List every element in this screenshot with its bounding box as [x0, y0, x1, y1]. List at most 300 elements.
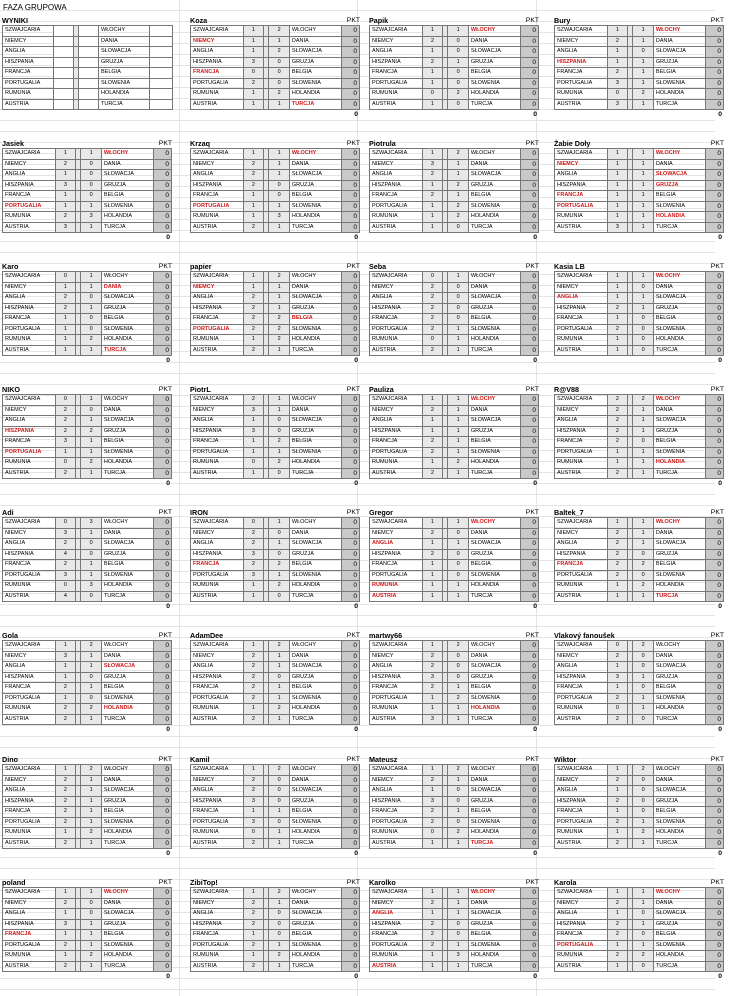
home-score-cell[interactable]: 1 [55, 314, 76, 325]
home-score-cell[interactable]: 2 [243, 303, 264, 314]
away-score-cell[interactable]: 0 [448, 528, 469, 539]
home-score-cell[interactable]: 3 [422, 159, 443, 170]
away-score-cell[interactable]: 1 [448, 704, 469, 715]
away-score-cell[interactable]: 2 [81, 951, 102, 962]
home-score-cell[interactable]: 1 [607, 282, 628, 293]
home-score-cell[interactable]: 2 [607, 324, 628, 335]
away-score-cell[interactable]: 2 [633, 395, 654, 406]
home-score-cell[interactable]: 2 [243, 909, 264, 920]
away-score-cell[interactable]: 1 [633, 898, 654, 909]
home-score-cell[interactable]: 0 [422, 828, 443, 839]
away-score-cell[interactable]: 0 [448, 672, 469, 683]
away-score-cell[interactable]: 2 [269, 641, 290, 652]
away-score-cell[interactable] [79, 99, 99, 110]
away-score-cell[interactable]: 1 [448, 437, 469, 448]
away-score-cell[interactable]: 2 [448, 89, 469, 100]
home-score-cell[interactable]: 1 [607, 888, 628, 899]
away-score-cell[interactable]: 0 [269, 796, 290, 807]
away-score-cell[interactable]: 1 [269, 282, 290, 293]
home-score-cell[interactable]: 0 [55, 581, 76, 592]
home-score-cell[interactable]: 2 [607, 570, 628, 581]
home-score-cell[interactable]: 1 [422, 395, 443, 406]
away-score-cell[interactable]: 0 [81, 693, 102, 704]
away-score-cell[interactable]: 1 [448, 324, 469, 335]
away-score-cell[interactable]: 0 [269, 786, 290, 797]
away-score-cell[interactable]: 1 [633, 447, 654, 458]
home-score-cell[interactable]: 2 [243, 180, 264, 191]
home-score-cell[interactable]: 1 [243, 282, 264, 293]
away-score-cell[interactable]: 1 [269, 159, 290, 170]
away-score-cell[interactable]: 1 [633, 180, 654, 191]
home-score-cell[interactable]: 1 [422, 838, 443, 849]
home-score-cell[interactable]: 2 [422, 549, 443, 560]
away-score-cell[interactable] [79, 47, 99, 58]
away-score-cell[interactable]: 2 [448, 693, 469, 704]
away-score-cell[interactable] [79, 26, 99, 37]
away-score-cell[interactable]: 0 [633, 549, 654, 560]
home-score-cell[interactable]: 2 [55, 560, 76, 571]
away-score-cell[interactable]: 1 [81, 940, 102, 951]
home-score-cell[interactable]: 1 [607, 180, 628, 191]
away-score-cell[interactable]: 1 [633, 191, 654, 202]
away-score-cell[interactable]: 1 [448, 683, 469, 694]
home-score-cell[interactable]: 2 [607, 539, 628, 550]
away-score-cell[interactable]: 1 [81, 437, 102, 448]
home-score-cell[interactable]: 2 [243, 693, 264, 704]
home-score-cell[interactable]: 0 [243, 518, 264, 529]
home-score-cell[interactable]: 2 [55, 303, 76, 314]
away-score-cell[interactable]: 1 [269, 345, 290, 356]
home-score-cell[interactable]: 3 [243, 57, 264, 68]
home-score-cell[interactable]: 1 [55, 191, 76, 202]
home-score-cell[interactable]: 2 [243, 560, 264, 571]
home-score-cell[interactable]: 2 [55, 293, 76, 304]
away-score-cell[interactable]: 1 [269, 170, 290, 181]
home-score-cell[interactable] [54, 78, 74, 89]
home-score-cell[interactable]: 1 [607, 807, 628, 818]
home-score-cell[interactable]: 2 [607, 437, 628, 448]
away-score-cell[interactable]: 1 [269, 222, 290, 233]
away-score-cell[interactable]: 0 [448, 99, 469, 110]
home-score-cell[interactable]: 1 [422, 458, 443, 469]
home-score-cell[interactable]: 1 [607, 170, 628, 181]
away-score-cell[interactable]: 0 [448, 293, 469, 304]
home-score-cell[interactable]: 0 [55, 395, 76, 406]
home-score-cell[interactable]: 2 [607, 528, 628, 539]
home-score-cell[interactable]: 1 [607, 591, 628, 602]
home-score-cell[interactable]: 2 [422, 898, 443, 909]
home-score-cell[interactable]: 1 [607, 940, 628, 951]
home-score-cell[interactable]: 1 [243, 89, 264, 100]
home-score-cell[interactable]: 2 [607, 68, 628, 79]
home-score-cell[interactable]: 1 [422, 570, 443, 581]
home-score-cell[interactable]: 1 [55, 149, 76, 160]
home-score-cell[interactable]: 1 [55, 201, 76, 212]
home-score-cell[interactable]: 1 [607, 683, 628, 694]
home-score-cell[interactable]: 1 [607, 765, 628, 776]
home-score-cell[interactable]: 1 [607, 662, 628, 673]
home-score-cell[interactable]: 1 [422, 704, 443, 715]
away-score-cell[interactable]: 0 [448, 78, 469, 89]
away-score-cell[interactable]: 0 [633, 786, 654, 797]
away-score-cell[interactable]: 0 [269, 528, 290, 539]
home-score-cell[interactable]: 2 [422, 293, 443, 304]
away-score-cell[interactable]: 0 [81, 324, 102, 335]
home-score-cell[interactable]: 1 [607, 293, 628, 304]
home-score-cell[interactable]: 1 [422, 581, 443, 592]
home-score-cell[interactable]: 2 [422, 314, 443, 325]
away-score-cell[interactable]: 1 [81, 447, 102, 458]
home-score-cell[interactable]: 2 [243, 170, 264, 181]
away-score-cell[interactable]: 1 [448, 838, 469, 849]
home-score-cell[interactable]: 1 [422, 693, 443, 704]
home-score-cell[interactable]: 3 [243, 796, 264, 807]
away-score-cell[interactable]: 1 [448, 898, 469, 909]
away-score-cell[interactable]: 1 [633, 817, 654, 828]
away-score-cell[interactable]: 1 [269, 36, 290, 47]
away-score-cell[interactable]: 1 [81, 395, 102, 406]
home-score-cell[interactable]: 1 [607, 909, 628, 920]
home-score-cell[interactable]: 2 [422, 324, 443, 335]
home-score-cell[interactable]: 1 [422, 909, 443, 920]
home-score-cell[interactable]: 1 [607, 149, 628, 160]
away-score-cell[interactable]: 0 [633, 345, 654, 356]
home-score-cell[interactable]: 2 [55, 961, 76, 972]
home-score-cell[interactable]: 2 [55, 714, 76, 725]
home-score-cell[interactable]: 1 [55, 909, 76, 920]
away-score-cell[interactable]: 2 [81, 426, 102, 437]
home-score-cell[interactable]: 2 [55, 212, 76, 223]
away-score-cell[interactable]: 0 [633, 662, 654, 673]
home-score-cell[interactable]: 2 [607, 714, 628, 725]
home-score-cell[interactable]: 0 [607, 704, 628, 715]
away-score-cell[interactable]: 1 [633, 78, 654, 89]
home-score-cell[interactable]: 1 [607, 26, 628, 37]
away-score-cell[interactable]: 0 [81, 191, 102, 202]
away-score-cell[interactable]: 1 [448, 170, 469, 181]
home-score-cell[interactable]: 1 [243, 765, 264, 776]
away-score-cell[interactable]: 1 [81, 416, 102, 427]
home-score-cell[interactable] [54, 89, 74, 100]
home-score-cell[interactable]: 1 [607, 458, 628, 469]
home-score-cell[interactable]: 2 [243, 159, 264, 170]
home-score-cell[interactable] [54, 57, 74, 68]
home-score-cell[interactable]: 3 [422, 796, 443, 807]
away-score-cell[interactable]: 0 [448, 282, 469, 293]
home-score-cell[interactable]: 3 [243, 426, 264, 437]
away-score-cell[interactable]: 2 [633, 641, 654, 652]
home-score-cell[interactable]: 3 [55, 651, 76, 662]
home-score-cell[interactable]: 2 [607, 796, 628, 807]
home-score-cell[interactable]: 1 [243, 26, 264, 37]
home-score-cell[interactable]: 1 [243, 36, 264, 47]
away-score-cell[interactable]: 0 [448, 651, 469, 662]
home-score-cell[interactable]: 2 [243, 672, 264, 683]
home-score-cell[interactable]: 1 [422, 560, 443, 571]
away-score-cell[interactable]: 1 [81, 272, 102, 283]
away-score-cell[interactable]: 0 [81, 549, 102, 560]
away-score-cell[interactable]: 1 [81, 149, 102, 160]
home-score-cell[interactable]: 2 [243, 775, 264, 786]
away-score-cell[interactable]: 1 [448, 416, 469, 427]
away-score-cell[interactable]: 1 [633, 68, 654, 79]
away-score-cell[interactable]: 1 [633, 426, 654, 437]
home-score-cell[interactable]: 1 [422, 426, 443, 437]
away-score-cell[interactable]: 1 [269, 693, 290, 704]
home-score-cell[interactable]: 1 [243, 47, 264, 58]
away-score-cell[interactable]: 1 [633, 591, 654, 602]
home-score-cell[interactable]: 2 [243, 786, 264, 797]
home-score-cell[interactable]: 1 [607, 201, 628, 212]
home-score-cell[interactable]: 2 [243, 898, 264, 909]
away-score-cell[interactable]: 1 [448, 191, 469, 202]
home-score-cell[interactable]: 2 [422, 940, 443, 951]
home-score-cell[interactable]: 2 [607, 549, 628, 560]
away-score-cell[interactable]: 1 [269, 518, 290, 529]
away-score-cell[interactable]: 1 [633, 303, 654, 314]
home-score-cell[interactable]: 1 [422, 180, 443, 191]
away-score-cell[interactable]: 2 [269, 324, 290, 335]
away-score-cell[interactable]: 0 [448, 314, 469, 325]
away-score-cell[interactable]: 1 [633, 293, 654, 304]
home-score-cell[interactable]: 2 [422, 930, 443, 941]
away-score-cell[interactable]: 2 [269, 437, 290, 448]
away-score-cell[interactable]: 1 [81, 651, 102, 662]
home-score-cell[interactable]: 2 [243, 222, 264, 233]
away-score-cell[interactable]: 1 [633, 272, 654, 283]
home-score-cell[interactable]: 2 [607, 693, 628, 704]
home-score-cell[interactable] [54, 68, 74, 79]
away-score-cell[interactable]: 0 [81, 293, 102, 304]
home-score-cell[interactable]: 2 [422, 662, 443, 673]
home-score-cell[interactable]: 2 [243, 314, 264, 325]
home-score-cell[interactable]: 2 [243, 961, 264, 972]
away-score-cell[interactable]: 1 [633, 201, 654, 212]
home-score-cell[interactable]: 2 [422, 303, 443, 314]
home-score-cell[interactable]: 2 [607, 405, 628, 416]
away-score-cell[interactable]: 2 [269, 951, 290, 962]
home-score-cell[interactable]: 2 [422, 170, 443, 181]
away-score-cell[interactable]: 1 [269, 940, 290, 951]
away-score-cell[interactable]: 1 [633, 693, 654, 704]
home-score-cell[interactable]: 0 [243, 828, 264, 839]
home-score-cell[interactable]: 2 [55, 898, 76, 909]
home-score-cell[interactable]: 1 [243, 447, 264, 458]
away-score-cell[interactable]: 0 [81, 180, 102, 191]
away-score-cell[interactable]: 1 [448, 447, 469, 458]
away-score-cell[interactable]: 2 [269, 888, 290, 899]
away-score-cell[interactable]: 1 [81, 807, 102, 818]
home-score-cell[interactable]: 1 [243, 888, 264, 899]
away-score-cell[interactable]: 0 [633, 282, 654, 293]
away-score-cell[interactable]: 1 [81, 222, 102, 233]
away-score-cell[interactable]: 1 [448, 714, 469, 725]
away-score-cell[interactable]: 3 [448, 951, 469, 962]
home-score-cell[interactable]: 2 [422, 345, 443, 356]
away-score-cell[interactable]: 2 [633, 560, 654, 571]
away-score-cell[interactable]: 1 [269, 828, 290, 839]
away-score-cell[interactable]: 1 [81, 345, 102, 356]
away-score-cell[interactable]: 1 [633, 26, 654, 37]
away-score-cell[interactable]: 1 [81, 786, 102, 797]
home-score-cell[interactable]: 2 [55, 796, 76, 807]
away-score-cell[interactable] [79, 89, 99, 100]
home-score-cell[interactable]: 1 [422, 99, 443, 110]
away-score-cell[interactable]: 1 [448, 518, 469, 529]
away-score-cell[interactable]: 1 [81, 838, 102, 849]
home-score-cell[interactable]: 2 [607, 303, 628, 314]
away-score-cell[interactable]: 1 [633, 838, 654, 849]
away-score-cell[interactable]: 1 [448, 581, 469, 592]
home-score-cell[interactable]: 2 [607, 898, 628, 909]
home-score-cell[interactable]: 1 [243, 581, 264, 592]
home-score-cell[interactable]: 1 [243, 591, 264, 602]
home-score-cell[interactable] [54, 26, 74, 37]
away-score-cell[interactable]: 1 [633, 539, 654, 550]
home-score-cell[interactable]: 2 [243, 683, 264, 694]
away-score-cell[interactable]: 1 [633, 518, 654, 529]
away-score-cell[interactable]: 2 [81, 828, 102, 839]
away-score-cell[interactable]: 0 [633, 714, 654, 725]
home-score-cell[interactable]: 2 [607, 919, 628, 930]
away-score-cell[interactable]: 1 [269, 662, 290, 673]
away-score-cell[interactable]: 1 [269, 447, 290, 458]
away-score-cell[interactable]: 2 [81, 641, 102, 652]
home-score-cell[interactable]: 1 [607, 314, 628, 325]
away-score-cell[interactable]: 1 [448, 26, 469, 37]
home-score-cell[interactable]: 2 [55, 786, 76, 797]
away-score-cell[interactable]: 0 [448, 817, 469, 828]
home-score-cell[interactable]: 2 [607, 930, 628, 941]
away-score-cell[interactable]: 2 [448, 212, 469, 223]
away-score-cell[interactable] [79, 78, 99, 89]
away-score-cell[interactable]: 0 [269, 426, 290, 437]
away-score-cell[interactable]: 2 [633, 581, 654, 592]
home-score-cell[interactable]: 0 [607, 641, 628, 652]
home-score-cell[interactable]: 1 [243, 807, 264, 818]
home-score-cell[interactable]: 2 [607, 416, 628, 427]
away-score-cell[interactable]: 0 [448, 36, 469, 47]
home-score-cell[interactable]: 1 [55, 324, 76, 335]
home-score-cell[interactable]: 1 [55, 828, 76, 839]
away-score-cell[interactable]: 2 [81, 335, 102, 346]
away-score-cell[interactable]: 0 [269, 909, 290, 920]
home-score-cell[interactable]: 2 [422, 683, 443, 694]
home-score-cell[interactable]: 2 [607, 468, 628, 479]
home-score-cell[interactable]: 2 [55, 704, 76, 715]
home-score-cell[interactable]: 2 [422, 807, 443, 818]
home-score-cell[interactable]: 1 [607, 961, 628, 972]
home-score-cell[interactable]: 1 [422, 222, 443, 233]
away-score-cell[interactable]: 3 [269, 212, 290, 223]
away-score-cell[interactable]: 0 [269, 416, 290, 427]
away-score-cell[interactable]: 1 [448, 539, 469, 550]
away-score-cell[interactable]: 1 [448, 405, 469, 416]
home-score-cell[interactable]: 1 [422, 951, 443, 962]
home-score-cell[interactable]: 1 [243, 99, 264, 110]
away-score-cell[interactable]: 1 [81, 201, 102, 212]
away-score-cell[interactable]: 1 [269, 149, 290, 160]
away-score-cell[interactable]: 1 [448, 888, 469, 899]
away-score-cell[interactable]: 1 [633, 888, 654, 899]
away-score-cell[interactable]: 0 [81, 159, 102, 170]
away-score-cell[interactable]: 1 [633, 170, 654, 181]
away-score-cell[interactable]: 1 [269, 395, 290, 406]
home-score-cell[interactable]: 2 [422, 919, 443, 930]
home-score-cell[interactable]: 1 [607, 447, 628, 458]
away-score-cell[interactable]: 2 [448, 458, 469, 469]
home-score-cell[interactable]: 1 [55, 641, 76, 652]
away-score-cell[interactable]: 1 [633, 57, 654, 68]
home-score-cell[interactable] [54, 47, 74, 58]
home-score-cell[interactable]: 3 [243, 549, 264, 560]
away-score-cell[interactable]: 2 [448, 149, 469, 160]
home-score-cell[interactable]: 0 [55, 272, 76, 283]
home-score-cell[interactable]: 1 [607, 47, 628, 58]
away-score-cell[interactable]: 2 [269, 89, 290, 100]
away-score-cell[interactable]: 1 [633, 940, 654, 951]
away-score-cell[interactable]: 0 [448, 919, 469, 930]
home-score-cell[interactable]: 1 [55, 888, 76, 899]
away-score-cell[interactable]: 1 [81, 683, 102, 694]
home-score-cell[interactable]: 2 [243, 662, 264, 673]
away-score-cell[interactable]: 1 [269, 99, 290, 110]
home-score-cell[interactable]: 2 [607, 775, 628, 786]
home-score-cell[interactable]: 1 [422, 961, 443, 972]
away-score-cell[interactable]: 1 [81, 714, 102, 725]
home-score-cell[interactable]: 2 [607, 395, 628, 406]
home-score-cell[interactable]: 1 [55, 951, 76, 962]
away-score-cell[interactable]: 1 [269, 303, 290, 314]
away-score-cell[interactable]: 1 [448, 335, 469, 346]
home-score-cell[interactable]: 2 [607, 838, 628, 849]
home-score-cell[interactable]: 1 [55, 345, 76, 356]
away-score-cell[interactable]: 0 [269, 672, 290, 683]
away-score-cell[interactable]: 0 [448, 549, 469, 560]
home-score-cell[interactable]: 3 [243, 817, 264, 828]
away-score-cell[interactable]: 1 [269, 683, 290, 694]
away-score-cell[interactable]: 0 [448, 222, 469, 233]
away-score-cell[interactable]: 0 [448, 796, 469, 807]
home-score-cell[interactable]: 1 [243, 930, 264, 941]
away-score-cell[interactable]: 0 [633, 930, 654, 941]
away-score-cell[interactable]: 0 [448, 662, 469, 673]
away-score-cell[interactable]: 2 [269, 335, 290, 346]
home-score-cell[interactable]: 1 [607, 518, 628, 529]
home-score-cell[interactable]: 0 [55, 518, 76, 529]
home-score-cell[interactable] [54, 99, 74, 110]
home-score-cell[interactable]: 1 [55, 930, 76, 941]
away-score-cell[interactable]: 2 [269, 704, 290, 715]
home-score-cell[interactable]: 1 [422, 78, 443, 89]
home-score-cell[interactable]: 3 [55, 222, 76, 233]
home-score-cell[interactable]: 1 [422, 539, 443, 550]
home-score-cell[interactable]: 2 [422, 651, 443, 662]
away-score-cell[interactable]: 2 [269, 581, 290, 592]
home-score-cell[interactable]: 3 [55, 570, 76, 581]
away-score-cell[interactable]: 1 [269, 807, 290, 818]
home-score-cell[interactable]: 1 [55, 672, 76, 683]
away-score-cell[interactable]: 1 [269, 405, 290, 416]
home-score-cell[interactable]: 1 [55, 282, 76, 293]
away-score-cell[interactable]: 1 [269, 570, 290, 581]
away-score-cell[interactable]: 1 [269, 651, 290, 662]
away-score-cell[interactable]: 0 [81, 672, 102, 683]
away-score-cell[interactable]: 0 [269, 775, 290, 786]
home-score-cell[interactable]: 1 [607, 581, 628, 592]
home-score-cell[interactable]: 0 [422, 89, 443, 100]
home-score-cell[interactable]: 2 [243, 539, 264, 550]
